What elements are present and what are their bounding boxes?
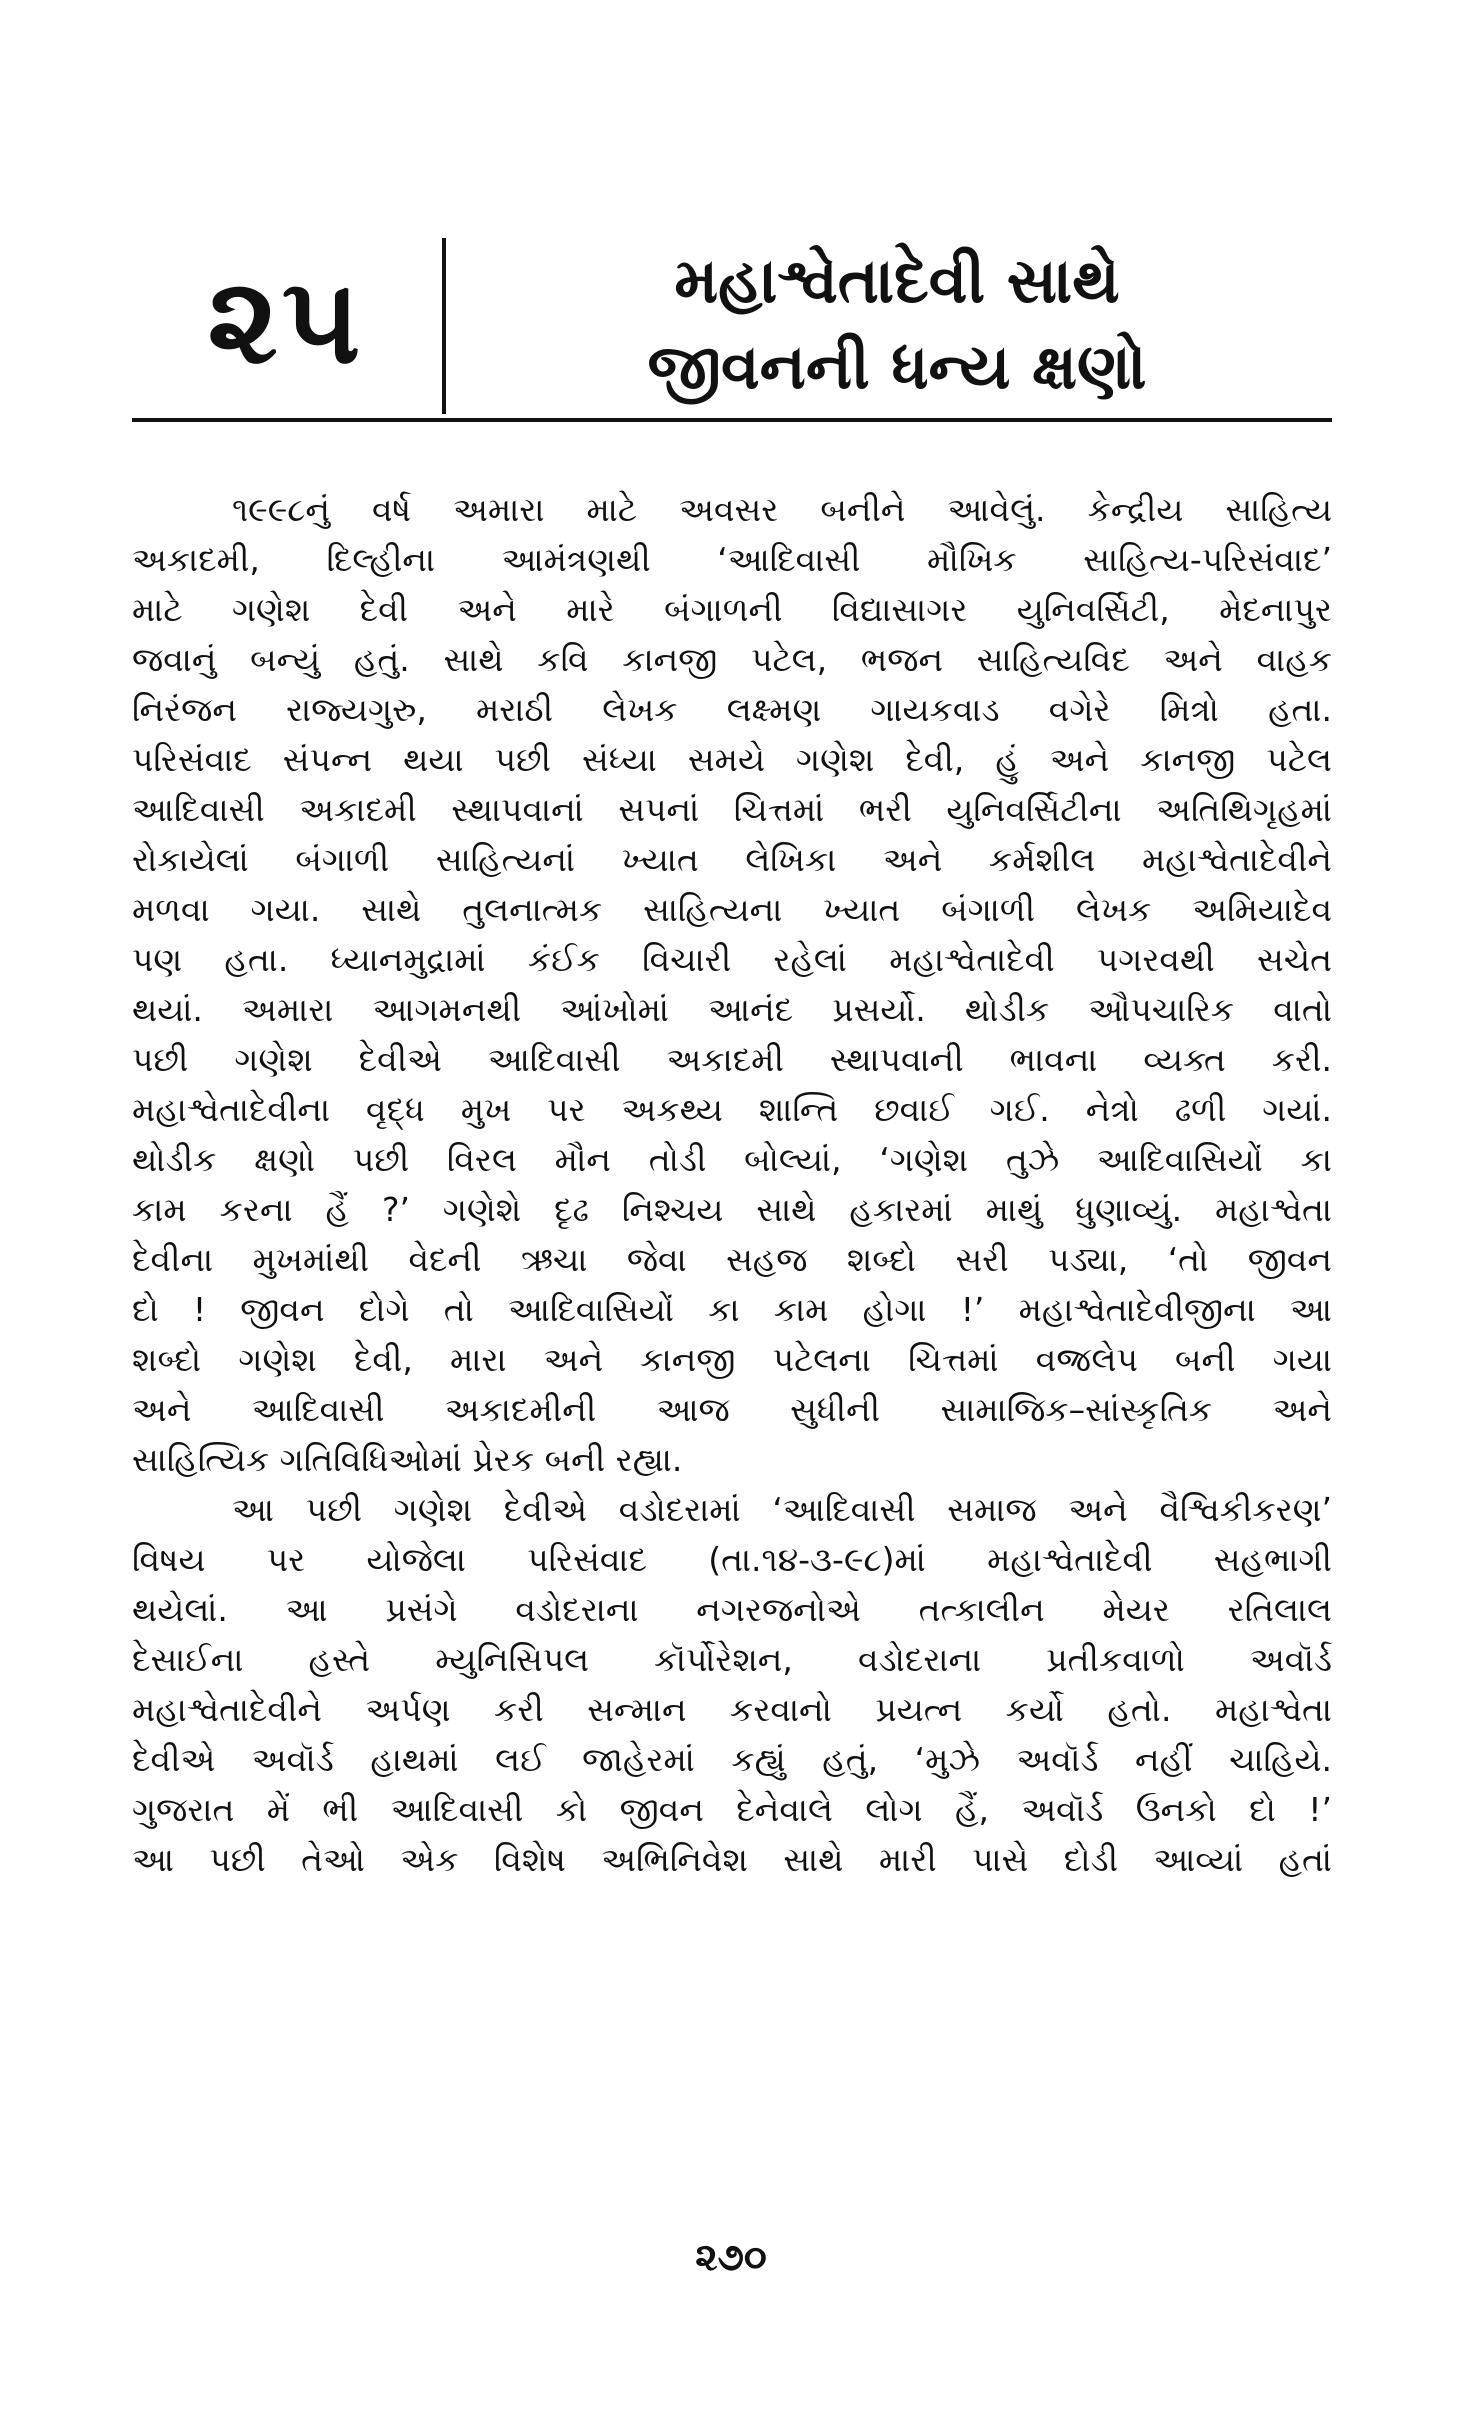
body-line: વિષય પર યોજેલા પરિસંવાદ (તા.૧૪-૩-૯૮)માં મહાશ્વેતાદેવી સહભાગી bbox=[132, 1540, 1332, 1579]
body-line: અકાદમી, દિલ્હીના આમંત્રણથી ‘આદિવાસી મૌખિક સાહિત્ય-પરિસંવાદ’ bbox=[132, 540, 1332, 579]
body-line: થયાં. અમારા આગમનથી આંખોમાં આનંદ પ્રસર્યો. થોડીક ઔપચારિક વાતો bbox=[132, 990, 1332, 1029]
page-number: ૨૭૦ bbox=[695, 2235, 767, 2279]
header-vertical-divider bbox=[442, 238, 446, 414]
body-line: દેવીના મુખમાંથી વેદની ઋચા જેવા સહજ શબ્દો સરી પડ્યા, ‘તો જીવન bbox=[132, 1240, 1332, 1279]
body-line: દેસાઈના હસ્તે મ્યુનિસિપલ કૉર્પોરેશન, વડોદરાના પ્રતીકવાળો અવૉર્ડ bbox=[132, 1640, 1332, 1679]
chapter-number: ૨૫ bbox=[207, 252, 365, 391]
body-line: ગુજરાત મેં ભી આદિવાસી કો જીવન દેનેવાલે લોગ હૈં, અવૉર્ડ ઉનકો દો !’ bbox=[132, 1790, 1332, 1829]
body-line: દેવીએ અવૉર્ડ હાથમાં લઈ જાહેરમાં કહ્યું હતું, ‘મુઝે અવૉર્ડ નહીં ચાહિયે. bbox=[132, 1740, 1332, 1779]
body-line: મહાશ્વેતાદેવીને અર્પણ કરી સન્માન કરવાનો પ્રયત્ન કર્યો હતો. મહાશ્વેતા bbox=[132, 1690, 1332, 1729]
body-line: મહાશ્વેતાદેવીના વૃદ્ધ મુખ પર અકથ્ય શાન્તિ છવાઈ ગઈ. નેત્રો ઢળી ગયાં. bbox=[132, 1090, 1332, 1129]
body-line: આ પછી ગણેશ દેવીએ વડોદરામાં ‘આદિવાસી સમાજ અને વૈશ્વિકીકરણ’ bbox=[232, 1490, 1332, 1529]
chapter-title-line-2: જીવનની ધન્ય ક્ષણો bbox=[647, 330, 1147, 403]
body-line: જવાનું બન્યું હતું. સાથે કવિ કાનજી પટેલ, ભજન સાહિત્યવિદ અને વાહક bbox=[132, 640, 1332, 679]
body-line: રોકાયેલાં બંગાળી સાહિત્યનાં ખ્યાત લેખિકા અને કર્મશીલ મહાશ્વેતાદેવીને bbox=[132, 840, 1332, 879]
body-line: નિરંજન રાજ્યગુરુ, મરાઠી લેખક લક્ષ્મણ ગાયકવાડ વગેરે મિત્રો હતા. bbox=[132, 690, 1332, 729]
body-line: ૧૯૯૮નું વર્ષ અમારા માટે અવસર બનીને આવેલું. કેન્દ્રીય સાહિત્ય bbox=[232, 490, 1332, 529]
body-line: પણ હતા. ધ્યાનમુદ્રામાં કંઈક વિચારી રહેલાં મહાશ્વેતાદેવી પગરવથી સચેત bbox=[132, 940, 1332, 979]
body-line: દો ! જીવન દોગે તો આદિવાસિયોં કા કામ હોગા !’ મહાશ્વેતાદેવીજીના આ bbox=[132, 1290, 1332, 1329]
body-line: આદિવાસી અકાદમી સ્થાપવાનાં સપનાં ચિત્તમાં ભરી યુનિવર્સિટીના અતિથિગૃહમાં bbox=[132, 790, 1332, 829]
body-line: થયેલાં. આ પ્રસંગે વડોદરાના નગરજનોએ તત્કાલીન મેયર રતિલાલ bbox=[132, 1590, 1332, 1629]
body-line: પરિસંવાદ સંપન્ન થયા પછી સંધ્યા સમયે ગણેશ દેવી, હું અને કાનજી પટેલ bbox=[132, 740, 1332, 779]
body-line: મળવા ગયા. સાથે તુલનાત્મક સાહિત્યના ખ્યાત બંગાળી લેખક અમિયાદેવ bbox=[132, 890, 1332, 929]
header-horizontal-rule bbox=[132, 418, 1332, 422]
body-line: કામ કરના હૈં ?’ ગણેશે દૃઢ નિશ્ચય સાથે હકારમાં માથું ધુણાવ્યું. મહાશ્વેતા bbox=[132, 1190, 1332, 1229]
body-line: સાહિત્યિક ગતિવિધિઓમાં પ્રેરક બની રહ્યા. bbox=[132, 1440, 683, 1479]
chapter-header bbox=[132, 230, 1332, 420]
chapter-title bbox=[462, 238, 1332, 410]
body-line: માટે ગણેશ દેવી અને મારે બંગાળની વિદ્યાસાગર યુનિવર્સિટી, મેદનાપુર bbox=[132, 590, 1332, 629]
body-line: પછી ગણેશ દેવીએ આદિવાસી અકાદમી સ્થાપવાની ભાવના વ્યક્ત કરી. bbox=[132, 1040, 1332, 1079]
body-line: અને આદિવાસી અકાદમીની આજ સુધીની સામાજિક–સાંસ્કૃતિક અને bbox=[132, 1390, 1332, 1429]
body-text bbox=[132, 485, 1332, 1885]
chapter-title-line-1: મહાશ્વેતાદેવી સાથે bbox=[674, 244, 1120, 317]
body-line: આ પછી તેઓ એક વિશેષ અભિનિવેશ સાથે મારી પાસે દોડી આવ્યાં હતાં bbox=[132, 1840, 1332, 1879]
body-line: થોડીક ક્ષણો પછી વિરલ મૌન તોડી બોલ્યાં, ‘ગણેશ તુઝે આદિવાસિયોં કા bbox=[132, 1140, 1332, 1179]
body-line: શબ્દો ગણેશ દેવી, મારા અને કાનજી પટેલના ચિત્તમાં વજ્રલેપ બની ગયા bbox=[132, 1340, 1332, 1379]
